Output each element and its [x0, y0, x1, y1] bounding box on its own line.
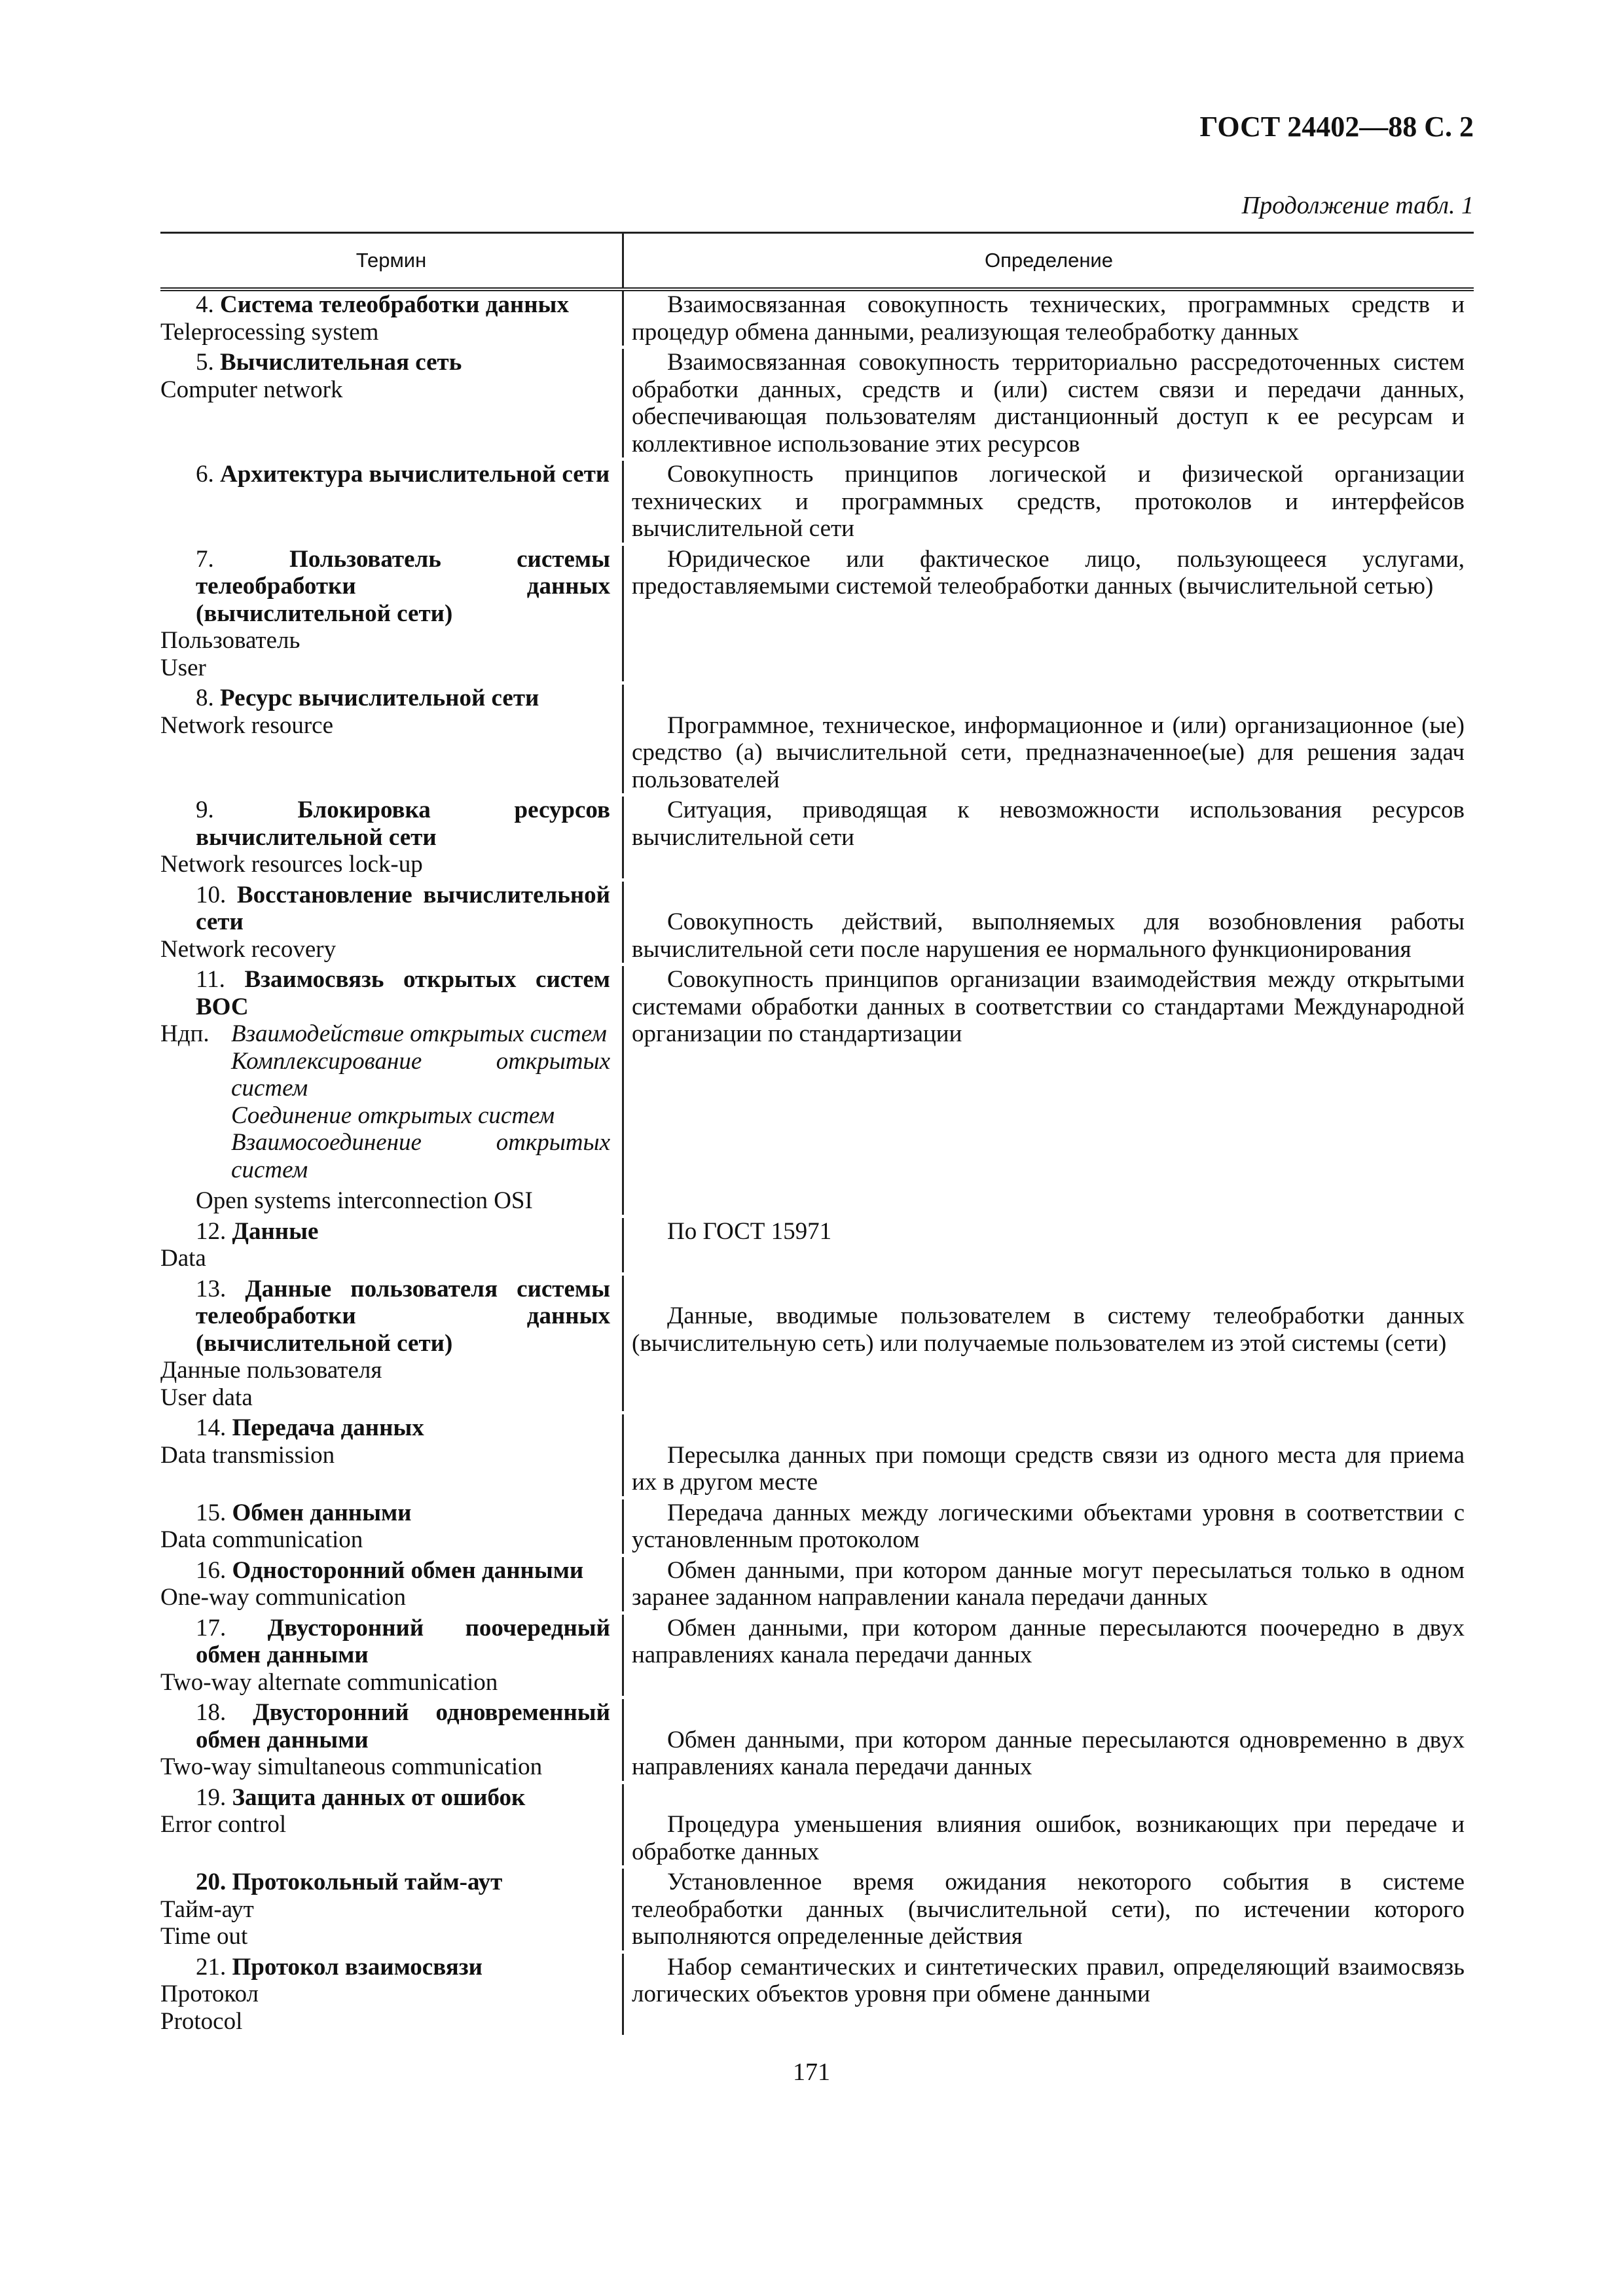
term-title: Взаимосвязь открытых систем ВОС: [196, 966, 611, 1020]
table-row: [160, 1218, 1474, 1276]
table-row: [160, 797, 1474, 882]
table-row: [160, 1557, 1474, 1615]
term-english: Time out: [160, 1923, 248, 1950]
definition-cell: [622, 1218, 1474, 1272]
term-name: [160, 1557, 610, 1585]
table-row: [160, 1414, 1474, 1499]
term-english: Error control: [160, 1811, 287, 1838]
term-cell: [160, 882, 622, 963]
term-number: 19.: [196, 1784, 227, 1811]
definition-cell: [622, 1615, 1474, 1696]
term-cell: [160, 1414, 622, 1496]
term-cell: [160, 1699, 622, 1781]
term-title: Данные: [232, 1217, 319, 1245]
term-name: [160, 966, 610, 1020]
term-number: 21.: [196, 1953, 227, 1981]
term-title: Односторонний обмен данными: [232, 1556, 584, 1584]
term-english: Open systems interconnection OSI: [196, 1187, 533, 1214]
term-title: Ресурс вычислительной сети: [220, 685, 539, 711]
definition-cell: [622, 291, 1474, 346]
table-body: [160, 291, 1474, 2038]
term-title: Передача данных: [232, 1414, 424, 1441]
term-title: Архитектура вычислительной сети: [220, 461, 610, 488]
term-number: 15.: [196, 1499, 227, 1526]
term-name: [160, 1954, 610, 1981]
term-cell: [160, 1784, 622, 1866]
term-name: [160, 546, 610, 628]
term-english: Data: [160, 1245, 206, 1272]
term-cell: [160, 966, 622, 1215]
deprecated-term: Комплексирование открытых систем: [231, 1047, 610, 1102]
term-cell: [160, 1218, 622, 1272]
term-number: 6.: [196, 461, 214, 488]
term-title: Защита данных от ошибок: [232, 1784, 526, 1811]
document-header: ГОСТ 24402—88 С. 2: [1199, 111, 1474, 143]
table-row: [160, 1276, 1474, 1415]
term-number: 17.: [196, 1614, 227, 1641]
table-row: [160, 461, 1474, 546]
term-title: Двусторонний одновременный обмен данными: [196, 1699, 610, 1753]
table-row: [160, 882, 1474, 967]
term-cell: [160, 1954, 622, 2036]
term-cell: [160, 1869, 622, 1950]
term-cell: [160, 546, 622, 682]
term-english: Protocol: [160, 2007, 243, 2035]
term-number: 8.: [196, 685, 214, 711]
definition-text: Обмен данными, при котором данные могут пересылаться только в одном заранее заданном направлении канала передачи данных: [632, 1556, 1465, 1611]
definition-cell: [622, 1276, 1474, 1412]
term-english: Computer network: [160, 376, 343, 403]
term-name: [160, 349, 610, 376]
definition-cell: [622, 797, 1474, 878]
term-english: One-way communication: [160, 1584, 407, 1611]
definition-cell: [622, 1699, 1474, 1781]
term-english: Two-way alternate communication: [160, 1668, 498, 1696]
definition-cell: [622, 349, 1474, 457]
table-row: [160, 685, 1474, 797]
term-synonym: Данные пользователя: [160, 1357, 382, 1384]
term-name: [160, 1784, 610, 1812]
deprecated-term: Взаимодействие открытых систем: [231, 1020, 607, 1047]
definition-cell: [622, 1499, 1474, 1554]
term-title: Протокол взаимосвязи: [232, 1953, 483, 1981]
term-title: Пользователь системы телеобработки данных (вычислительной сети): [196, 545, 610, 627]
definition-cell: [622, 1869, 1474, 1950]
term-title: Обмен данными: [232, 1499, 412, 1526]
deprecated-term: Взаимосоединение открытых систем: [231, 1129, 610, 1183]
table-row: [160, 1869, 1474, 1954]
term-number: 10.: [196, 881, 227, 908]
term-number: 18.: [196, 1699, 227, 1726]
definition-text: Совокупность принципов организации взаимодействия между открытыми системами обработки данных в соответствии со стандартами Международной организации по стандартизации: [632, 966, 1465, 1047]
term-english: User data: [160, 1384, 253, 1411]
term-number: 5.: [196, 349, 214, 376]
term-name: [160, 291, 610, 319]
definition-text: Взаимосвязанная совокупность технических, программных средств и процедур обмена данными, реализующая телеобработку данных: [632, 291, 1465, 346]
term-name: [160, 797, 610, 851]
column-header-term: Термин: [356, 249, 427, 272]
term-title: Двусторонний поочередный обмен данными: [196, 1614, 610, 1668]
term-number: 20.: [196, 1869, 227, 1895]
definition-text: Обмен данными, при котором данные пересылаются поочередно в двух направлениях канала передачи данных: [632, 1614, 1465, 1668]
term-cell: [160, 797, 622, 878]
table-row: [160, 966, 1474, 1218]
column-header-definition: Определение: [622, 234, 1474, 287]
table-row: [160, 1615, 1474, 1700]
term-name: [160, 685, 610, 712]
term-name: [160, 1218, 610, 1246]
term-number: 16.: [196, 1556, 227, 1584]
term-title: Протокольный тайм-аут: [232, 1869, 503, 1895]
definition-text: По ГОСТ 15971: [667, 1217, 832, 1245]
terms-table: [160, 232, 1474, 2038]
deprecated-term: Соединение открытых систем: [231, 1102, 555, 1129]
definition-text: Процедура уменьшения влияния ошибок, возникающих при передаче и обработке данных: [632, 1811, 1465, 1865]
term-cell: [160, 291, 622, 346]
term-synonym: Тайм-аут: [160, 1895, 254, 1923]
table-continuation-label: Продолжение табл. 1: [1241, 192, 1474, 219]
definition-cell: [622, 1557, 1474, 1611]
term-name: [160, 461, 610, 488]
term-number: 9.: [196, 797, 214, 823]
table-row: [160, 1699, 1474, 1784]
deprecated-terms: [160, 1020, 610, 1183]
deprecated-label: Ндп.: [160, 1020, 210, 1047]
term-name: [160, 1276, 610, 1357]
term-number: 14.: [196, 1414, 227, 1441]
term-english: Data communication: [160, 1526, 363, 1553]
term-number: 13.: [196, 1275, 227, 1302]
term-name: [160, 1699, 610, 1753]
table-row: [160, 1954, 1474, 2039]
definition-cell: [622, 1784, 1474, 1866]
definition-text: Совокупность принципов логической и физической организации технических и программных средств, протоколов и интерфейсов вычислительной сети: [632, 461, 1465, 542]
term-cell: [160, 349, 622, 457]
table-row: [160, 1784, 1474, 1869]
term-english: User: [160, 654, 206, 681]
definition-cell: [622, 685, 1474, 793]
definition-cell: [622, 966, 1474, 1215]
page-number: 171: [793, 2058, 830, 2086]
term-cell: [160, 1276, 622, 1412]
table-row: [160, 1499, 1474, 1557]
definition-text: Передача данных между логическими объектами уровня в соответствии с установленным протоколом: [632, 1499, 1465, 1553]
term-title: Блокировка ресурсов вычислительной сети: [196, 797, 610, 851]
term-title: Восстановление вычислительной сети: [196, 881, 610, 935]
term-cell: [160, 685, 622, 793]
table-row: [160, 291, 1474, 349]
term-number: 7.: [196, 545, 214, 573]
term-english: Data transmission: [160, 1441, 335, 1469]
term-title: Вычислительная сеть: [220, 349, 462, 376]
term-english: Network resource: [160, 711, 334, 739]
definition-text: Ситуация, приводящая к невозможности использования ресурсов вычислительной сети: [632, 797, 1465, 851]
term-name: [160, 1869, 610, 1896]
term-name: [160, 1414, 610, 1442]
term-english: Two-way simultaneous communication: [160, 1753, 543, 1780]
term-number: 12.: [196, 1217, 227, 1245]
term-name: [160, 1615, 610, 1669]
definition-text: Пересылка данных при помощи средств связи из одного места для приема их в другом месте: [632, 1441, 1465, 1496]
term-cell: [160, 1615, 622, 1696]
term-title: Система телеобработки данных: [220, 291, 569, 318]
definition-cell: [622, 882, 1474, 963]
term-number: 11.: [196, 966, 225, 993]
term-number: 4.: [196, 291, 214, 318]
term-english: Network resources lock-up: [160, 851, 423, 878]
table-row: [160, 349, 1474, 461]
definition-cell: [622, 546, 1474, 682]
term-english: Network recovery: [160, 935, 337, 963]
table-row: [160, 546, 1474, 685]
term-cell: [160, 461, 622, 543]
deprecated-list: [231, 1020, 610, 1183]
term-name: [160, 882, 610, 936]
term-synonym: Протокол: [160, 1981, 259, 2007]
definition-text: Программное, техническое, информационное и (или) организационное (ые) средство (а) вычислительной сети, предназначенное(ые) для решения задач пользователей: [632, 711, 1465, 793]
definition-text: Взаимосвязанная совокупность территориально рассредоточенных систем обработки данных, средств и (или) систем связи и передачи данных, обеспечивающая пользователям дистанционный доступ к ее ресурсам и коллективное использование этих ресурсов: [632, 349, 1465, 457]
term-name: [160, 1499, 610, 1527]
definition-text: Установленное время ожидания некоторого события в системе телеобработки данных (вычислительной сети), по истечении которого выполняются определенные действия: [632, 1869, 1465, 1950]
definition-text: Набор семантических и синтетических правил, определяющий взаимосвязь логических объектов уровня при обмене данными: [632, 1953, 1465, 2007]
definition-cell: [622, 1414, 1474, 1496]
definition-text: Юридическое или фактическое лицо, пользующееся услугами, предоставляемыми системой телеобработки данных (вычислительной сетью): [632, 545, 1465, 600]
definition-text: Обмен данными, при котором данные пересылаются одновременно в двух направлениях канала передачи данных: [632, 1726, 1465, 1780]
term-synonym: Пользователь: [160, 627, 301, 654]
definition-text: Данные, вводимые пользователем в систему телеобработки данных (вычислительную сеть) или получаемые пользователем из этой системы (сети): [632, 1302, 1465, 1357]
definition-cell: [622, 461, 1474, 543]
term-title: Данные пользователя системы телеобработки данных (вычислительной сети): [196, 1275, 610, 1357]
term-cell: [160, 1499, 622, 1554]
term-english: Teleprocessing system: [160, 318, 379, 346]
definition-cell: [622, 1954, 1474, 2036]
term-cell: [160, 1557, 622, 1611]
definition-text: Совокупность действий, выполняемых для возобновления работы вычислительной сети после нарушения ее нормального функционирования: [632, 908, 1465, 963]
table-header: [160, 232, 1474, 291]
